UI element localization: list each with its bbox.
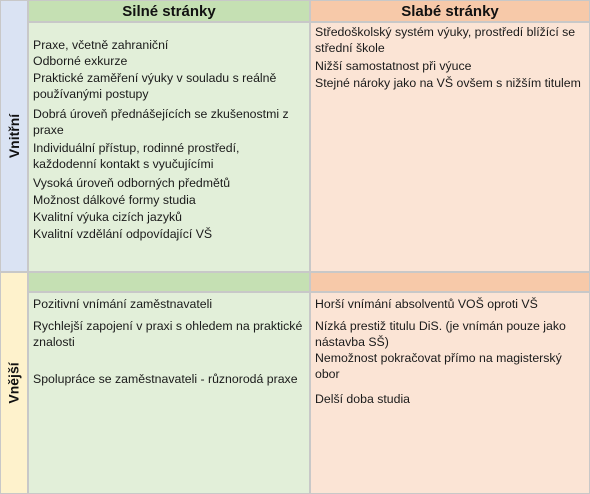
list-item: Spolupráce se zaměstnavateli - různorodá praxe xyxy=(33,372,298,386)
list-item: Pozitivní vnímání zaměstnavateli xyxy=(33,297,213,311)
list-item: Kvalitní vzdělání odpovídající VŠ xyxy=(33,227,213,241)
divider-strengths xyxy=(28,272,310,292)
list-item: Praxe, včetně zahraniční xyxy=(33,38,169,52)
list-item: Dobrá úroveň přednášejících se zkušenostmi z praxe xyxy=(33,107,289,137)
list-item: Možnost dálkové formy studia xyxy=(33,193,196,207)
list-item: Nižší samostatnost při výuce xyxy=(315,59,472,73)
internal-weaknesses-cell xyxy=(310,22,590,272)
list-item: Kvalitní výuka cizích jazyků xyxy=(33,210,182,224)
header-weaknesses-text: Slabé stránky xyxy=(401,2,499,20)
external-strengths-cell xyxy=(28,292,310,494)
list-item: Nemožnost pokračovat přímo na magisterský obor xyxy=(315,351,562,381)
list-item: Středoškolský systém výuky, prostředí blížící se střední škole xyxy=(315,25,576,55)
list-item: Horší vnímání absolventů VOŠ oproti VŠ xyxy=(315,297,538,311)
external-weaknesses-cell xyxy=(310,292,590,494)
list-item: Delší doba studia xyxy=(315,392,411,406)
list-item: Rychlejší zapojení v praxi s ohledem na praktické znalosti xyxy=(33,319,303,349)
internal-strengths-cell xyxy=(28,22,310,272)
row-label-internal xyxy=(0,0,28,272)
header-strengths xyxy=(28,0,310,22)
list-item: Odborné exkurze xyxy=(33,54,128,68)
header-weaknesses xyxy=(310,0,590,22)
row-label-internal-text: Vnitřní xyxy=(6,113,22,159)
list-item: Nízká prestiž titulu DiS. (je vnímán pouze jako nástavba SŠ) xyxy=(315,319,566,349)
list-item: Individuální přístup, rodinné prostředí, každodenní kontakt s vyučujícími xyxy=(33,141,240,171)
row-label-external-text: Vnější xyxy=(6,362,22,404)
list-item: Stejné nároky jako na VŠ ovšem s nižším titulem xyxy=(315,76,581,90)
list-item: Vysoká úroveň odborných předmětů xyxy=(33,176,231,190)
header-strengths-text: Silné stránky xyxy=(122,2,216,20)
list-item: Praktické zaměření výuky v souladu s reálně používanými postupy xyxy=(33,71,277,101)
divider-weaknesses xyxy=(310,272,590,292)
row-label-external xyxy=(0,272,28,494)
